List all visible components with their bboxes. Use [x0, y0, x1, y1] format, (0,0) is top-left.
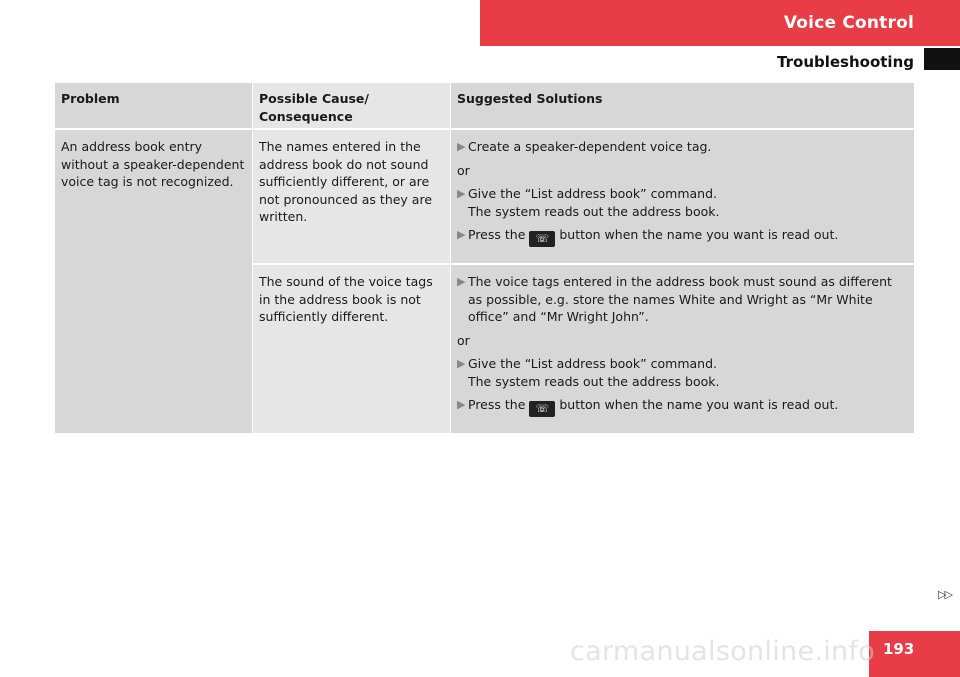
side-tab-marker [924, 48, 960, 70]
troubleshooting-table [55, 83, 914, 433]
arrow-right-icon: ▶ [457, 140, 466, 153]
subsection-title: Troubleshooting [777, 53, 914, 71]
solutions-cell [451, 263, 914, 433]
section-title: Voice Control [783, 13, 914, 33]
voice-button-icon: ☏ [529, 401, 555, 417]
cause-cell: The sound of the voice tags in the address book is not sufficiently different. [253, 263, 451, 433]
or-text: or [457, 162, 470, 178]
header-problem: Problem [55, 83, 253, 128]
solution-step: ▶ Give the “List address book” command. The system reads out the address book. [457, 186, 720, 219]
header-solutions: Suggested Solutions [451, 83, 914, 128]
cause-cell: The names entered in the address book do not sound sufficiently different, or are not pronounced as they are written. [253, 128, 451, 263]
solution-step: ▶ The voice tags entered in the address book must sound as different as possible, e.g. store the names White and Wright as “Mr White office” and “Mr Wright John”. [457, 274, 892, 324]
arrow-right-icon: ▶ [457, 357, 466, 370]
arrow-right-icon: ▶ [457, 187, 466, 200]
solution-step: ▶ Create a speaker-dependent voice tag. [457, 139, 712, 154]
solution-step: ▶ Press the ☏ button when the name you want is read out. [457, 397, 839, 415]
arrow-right-icon: ▶ [457, 398, 466, 411]
page-number: 193 [869, 631, 960, 677]
arrow-right-icon: ▶ [457, 228, 466, 241]
solutions-cell [451, 128, 914, 263]
watermark: carmanualsonline.info [570, 636, 876, 667]
solution-step: ▶ Give the “List address book” command. The system reads out the address book. [457, 356, 720, 389]
voice-button-icon: ☏ [529, 231, 555, 247]
section-header [480, 0, 960, 46]
header-cause: Possible Cause/ Consequence [253, 83, 451, 128]
solution-step: ▶ Press the ☏ button when the name you want is read out. [457, 227, 839, 245]
next-page-icon[interactable]: ▷▷ [938, 589, 951, 601]
arrow-right-icon: ▶ [457, 275, 466, 288]
or-text: or [457, 332, 470, 348]
problem-cell: An address book entry without a speaker-dependent voice tag is not recognized. [55, 128, 253, 433]
